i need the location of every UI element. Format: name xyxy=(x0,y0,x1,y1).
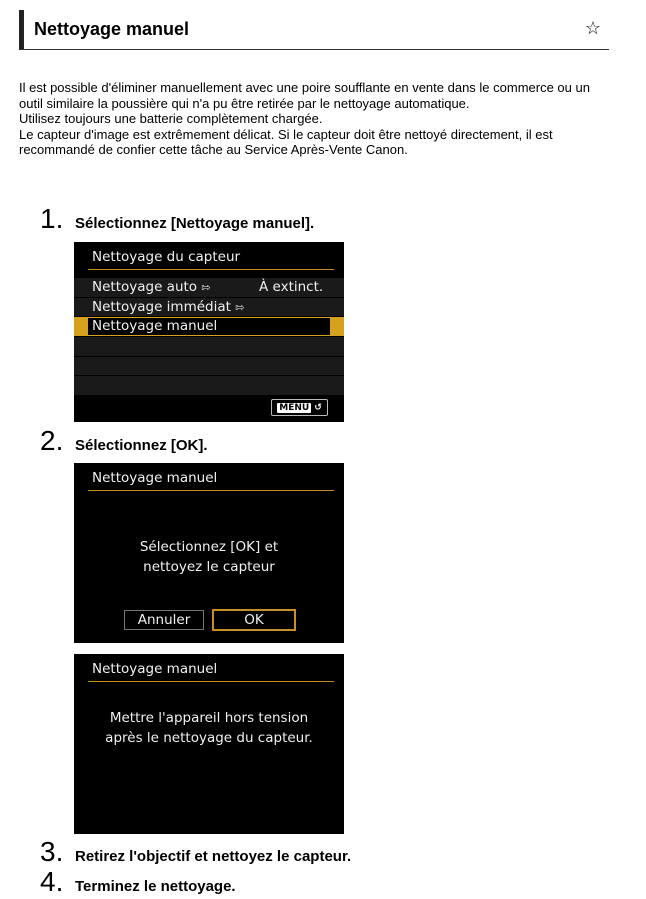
intro-paragraph-1: Il est possible d'éliminer manuellement avec une poire soufflante en vente dans le commerce ou un outil similaire la poussière qui n'a pu être retirée par le nettoyage automatique. xyxy=(19,80,590,111)
step-2-number: 2. xyxy=(40,425,64,456)
menu-item-auto-cleaning[interactable] xyxy=(74,277,344,297)
back-arrow-icon: ↺ xyxy=(314,402,322,413)
page-title: Nettoyage manuel xyxy=(34,19,190,39)
camera-screen-sensor-cleaning xyxy=(74,242,344,422)
menu-item-manual-cleaning[interactable] xyxy=(74,316,344,336)
screen-title: Nettoyage manuel xyxy=(92,661,218,677)
camera-screen-power-off-notice xyxy=(74,654,344,834)
step-4-label: Terminez le nettoyage. xyxy=(75,878,236,895)
screen-message-line-1: Mettre l'appareil hors tension xyxy=(109,710,309,726)
screen-title-underline xyxy=(88,681,334,682)
screen-title-underline xyxy=(88,490,334,491)
screen-message-line-2: après le nettoyage du capteur. xyxy=(105,730,313,746)
step-4-number: 4. xyxy=(40,866,64,897)
intro-text xyxy=(19,80,604,158)
screen-title-underline xyxy=(88,269,334,270)
favorite-star-icon[interactable]: ☆ xyxy=(584,18,601,38)
step-1-number: 1. xyxy=(40,203,64,234)
cancel-button[interactable]: Annuler xyxy=(124,610,204,630)
screen-title: Nettoyage du capteur xyxy=(92,249,241,265)
intro-paragraph-3: Le capteur d'image est extrêmement délicat. Si le capteur doit être nettoyé directement, il est recommandé de confier cette tâche au Service Après-Vente Canon. xyxy=(19,126,553,157)
camera-off-icon: ⇰ xyxy=(201,281,211,294)
menu-row-empty xyxy=(74,356,344,376)
screen-message-line-2: nettoyez le capteur xyxy=(143,559,275,575)
step-2-label: Sélectionnez [OK]. xyxy=(75,437,208,454)
menu-back-button[interactable] xyxy=(271,399,328,416)
menu-item-label: Nettoyage manuel xyxy=(92,318,218,334)
menu-label: MENU xyxy=(279,402,310,413)
step-3-number: 3. xyxy=(40,836,64,867)
step-3-label: Retirez l'objectif et nettoyez le capteur. xyxy=(75,848,352,865)
menu-item-label: Nettoyage immédiat xyxy=(92,299,231,315)
menu-row-empty xyxy=(74,336,344,356)
camera-off-icon: ⇰ xyxy=(235,301,245,314)
screen-title: Nettoyage manuel xyxy=(92,470,218,486)
menu-row-empty xyxy=(74,375,344,395)
ok-button[interactable]: OK xyxy=(212,609,296,631)
screen-message-line-1: Sélectionnez [OK] et xyxy=(139,539,279,555)
intro-paragraph-2: Utilisez toujours une batterie complètement chargée. xyxy=(19,111,323,126)
camera-screen-confirm xyxy=(74,463,344,643)
page-header xyxy=(19,10,609,50)
title-accent-bar xyxy=(19,10,24,50)
menu-item-label: Nettoyage auto xyxy=(92,279,198,295)
menu-item-clean-now[interactable] xyxy=(74,297,344,317)
menu-item-value: À extinct. xyxy=(259,279,324,295)
title-divider xyxy=(19,49,609,50)
step-1-label: Sélectionnez [Nettoyage manuel]. xyxy=(75,215,315,232)
